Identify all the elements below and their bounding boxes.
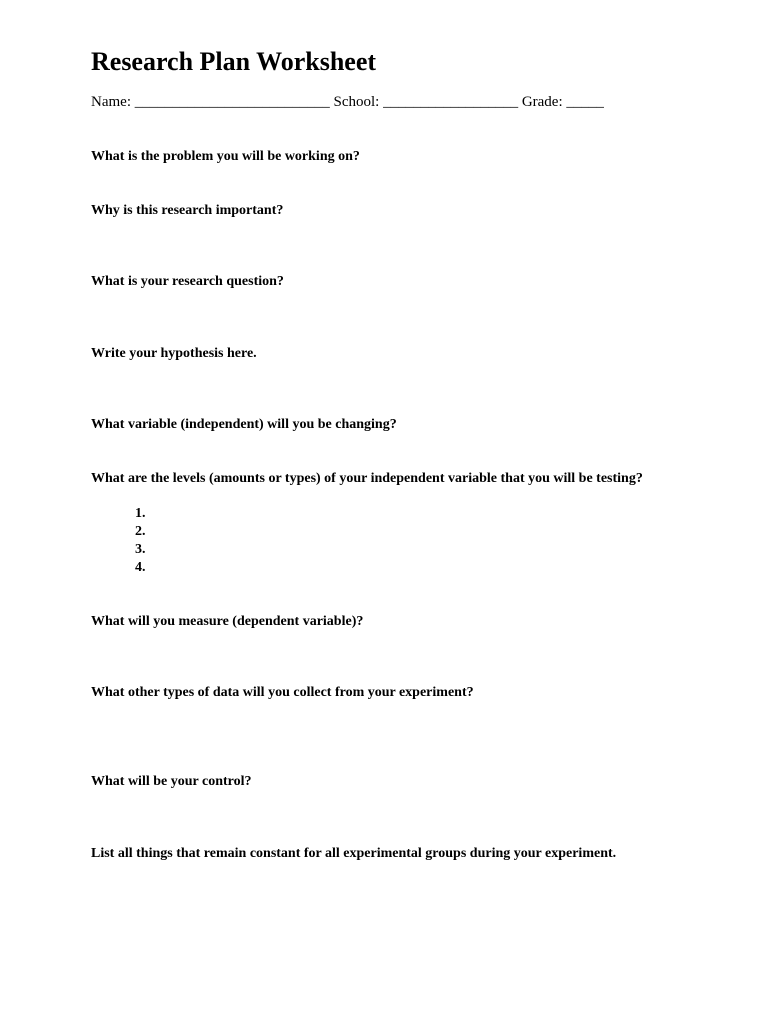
question-independent-variable: What variable (independent) will you be changing?: [91, 417, 397, 432]
levels-list: [135, 505, 146, 577]
question-problem: What is the problem you will be working on?: [91, 149, 360, 164]
student-info-line: Name: __________________________ School: __________________ Grade: _____: [91, 94, 604, 110]
question-dependent-variable: What will you measure (dependent variable)?: [91, 614, 364, 629]
question-hypothesis: Write your hypothesis here.: [91, 346, 257, 361]
worksheet-title: Research Plan Worksheet: [91, 47, 377, 76]
question-levels: What are the levels (amounts or types) of your independent variable that you will be testing?: [91, 471, 643, 486]
question-other-data: What other types of data will you collect from your experiment?: [91, 685, 474, 700]
question-importance: Why is this research important?: [91, 203, 284, 218]
question-constants: List all things that remain constant for all experimental groups during your experiment.: [91, 846, 617, 861]
question-control: What will be your control?: [91, 774, 252, 789]
levels-list-item: 2.: [135, 524, 146, 539]
question-research-question: What is your research question?: [91, 274, 284, 289]
levels-list-item: 1.: [135, 506, 146, 521]
levels-list-item: 4.: [135, 560, 146, 575]
levels-list-item: 3.: [135, 542, 146, 557]
